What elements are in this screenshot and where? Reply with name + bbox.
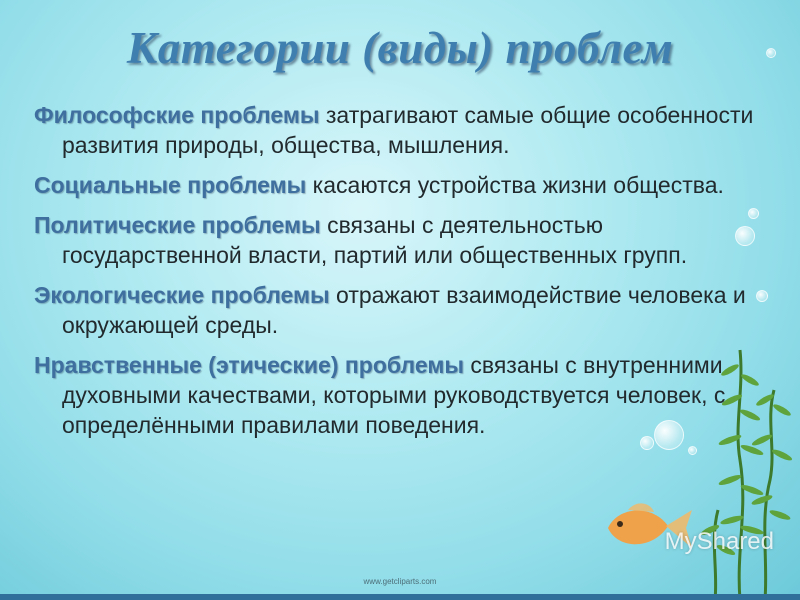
list-item bbox=[34, 350, 762, 440]
footer-credit: www.getcliparts.com bbox=[363, 577, 437, 586]
item-description: затрагивают самые общие особенности развития природы, общества, мышления. bbox=[62, 102, 754, 158]
item-description: касаются устройства жизни общества. bbox=[306, 172, 724, 198]
list-item bbox=[34, 100, 762, 160]
item-term: Экологические проблемы bbox=[34, 282, 330, 308]
item-term: Нравственные (этические) проблемы bbox=[34, 352, 464, 378]
item-description: связаны с деятельностью государственной власти, партий или общественных групп. bbox=[62, 212, 688, 268]
item-term: Политические проблемы bbox=[34, 212, 321, 238]
list-item bbox=[34, 170, 762, 200]
item-description: связаны с внутренними духовными качествами, которыми руководствуется человек, с определёнными правилами поведения. bbox=[62, 352, 726, 438]
bottom-border bbox=[0, 594, 800, 600]
item-description: отражают взаимодействие человека и окружающей среды. bbox=[62, 282, 746, 338]
slide-title: Категории (виды) проблем bbox=[126, 23, 674, 73]
list-item bbox=[34, 280, 762, 340]
watermark-text: MyShared bbox=[664, 528, 774, 555]
item-term: Социальные проблемы bbox=[34, 172, 307, 198]
list-item bbox=[34, 210, 762, 270]
problem-categories-list bbox=[34, 100, 762, 450]
item-term: Философские проблемы bbox=[34, 102, 320, 128]
